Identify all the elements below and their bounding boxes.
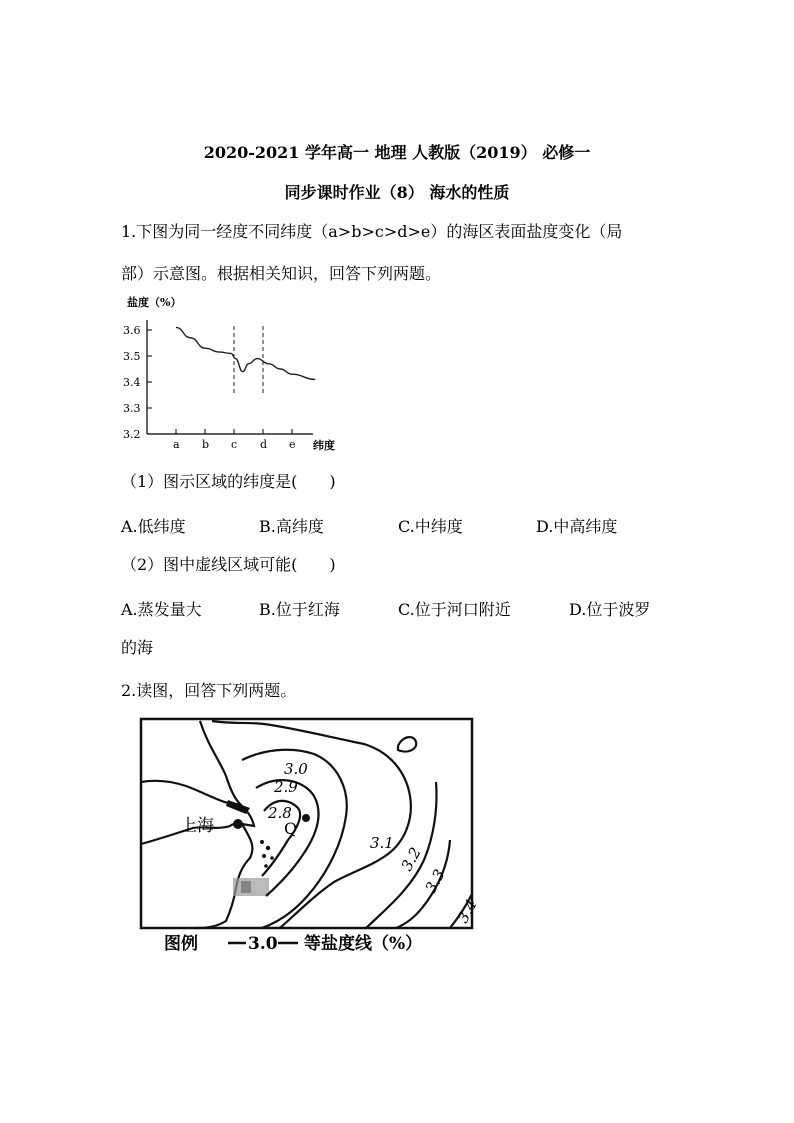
isohaline-map [138,716,481,956]
isoline-label-3-0: 3.0 [284,760,308,778]
chart-ylabel: 盐度（%） [127,296,182,309]
q1-sub1-option-c[interactable]: C.中纬度 [398,517,463,536]
chart-y-tick-label: 3.5 [123,350,141,363]
chart-x-tick-label: d [260,438,268,451]
isoline-label-2-9: 2.9 [274,778,298,796]
chart-x-tick-label: c [231,438,238,451]
q1-sub2-option-d-wrap: 的海 [121,638,154,657]
chart-x-tick-label: e [289,438,296,451]
q1-sub1-option-b[interactable]: B.高纬度 [259,517,324,536]
map-place-shanghai: 上海 [180,816,214,836]
q1-sub1: （1）图示区域的纬度是( ) [121,472,336,491]
doc-title-line1: 2020-2021 学年高一 地理 人教版（2019） 必修一 [203,143,591,162]
isoline-label-2-8: 2.8 [268,804,292,822]
q1-sub2: （2）图中虚线区域可能( ) [121,555,336,574]
isoline-label-3-3: 3.3 [421,866,449,896]
q1-stem-line1: 1.下图为同一经度不同纬度（a>b>c>d>e）的海区表面盐度变化（局 [121,222,623,241]
isoline-3-2 [366,782,437,928]
map-coastline-north [141,721,240,804]
chart-x-ticks [173,429,296,451]
chart-dashed-lines [234,326,263,394]
chart-series-line [176,327,315,379]
q1-sub1-option-a[interactable]: A.低纬度 [121,517,186,536]
shanghai-marker [233,819,243,829]
isoline-label-3-2: 3.2 [397,844,425,874]
chart-y-tick-label: 3.6 [123,324,141,337]
salinity-chart [115,292,355,457]
q1-sub2-option-b[interactable]: B.位于红海 [259,600,340,619]
isoline-closed-loop [398,737,416,752]
map-coastline-south [141,824,252,928]
chart-y-tick-label: 3.2 [123,428,141,441]
q-marker [302,814,310,822]
chart-y-tick-label: 3.3 [123,402,141,415]
map-legend-prefix: 图例 [164,934,198,954]
map-legend-value: 3.0 [248,934,278,954]
q2-stem: 2.读图，回答下列两题。 [121,681,297,700]
chart-y-tick-label: 3.4 [123,376,141,389]
q1-sub2-option-c[interactable]: C.位于河口附近 [398,600,511,619]
chart-y-ticks [123,324,152,441]
q1-sub2-option-d[interactable]: D.位于波罗 [569,600,651,619]
chart-x-tick-label: b [202,438,210,451]
map-point-q: Q [284,819,298,838]
q1-sub2-option-a[interactable]: A.蒸发量大 [121,600,202,619]
chart-x-tick-label: a [173,438,180,451]
isoline-label-3-1: 3.1 [370,834,394,852]
q1-sub1-option-d[interactable]: D.中高纬度 [536,517,618,536]
chart-xlabel: 纬度 [313,439,335,452]
doc-title-line2: 同步课时作业（8） 海水的性质 [284,183,510,202]
map-legend-text: 等盐度线（%） [304,934,423,954]
q1-stem-line2: 部）示意图。根据相关知识，回答下列两题。 [121,264,442,283]
isoline-label-3-4: 3.4 [453,896,481,926]
